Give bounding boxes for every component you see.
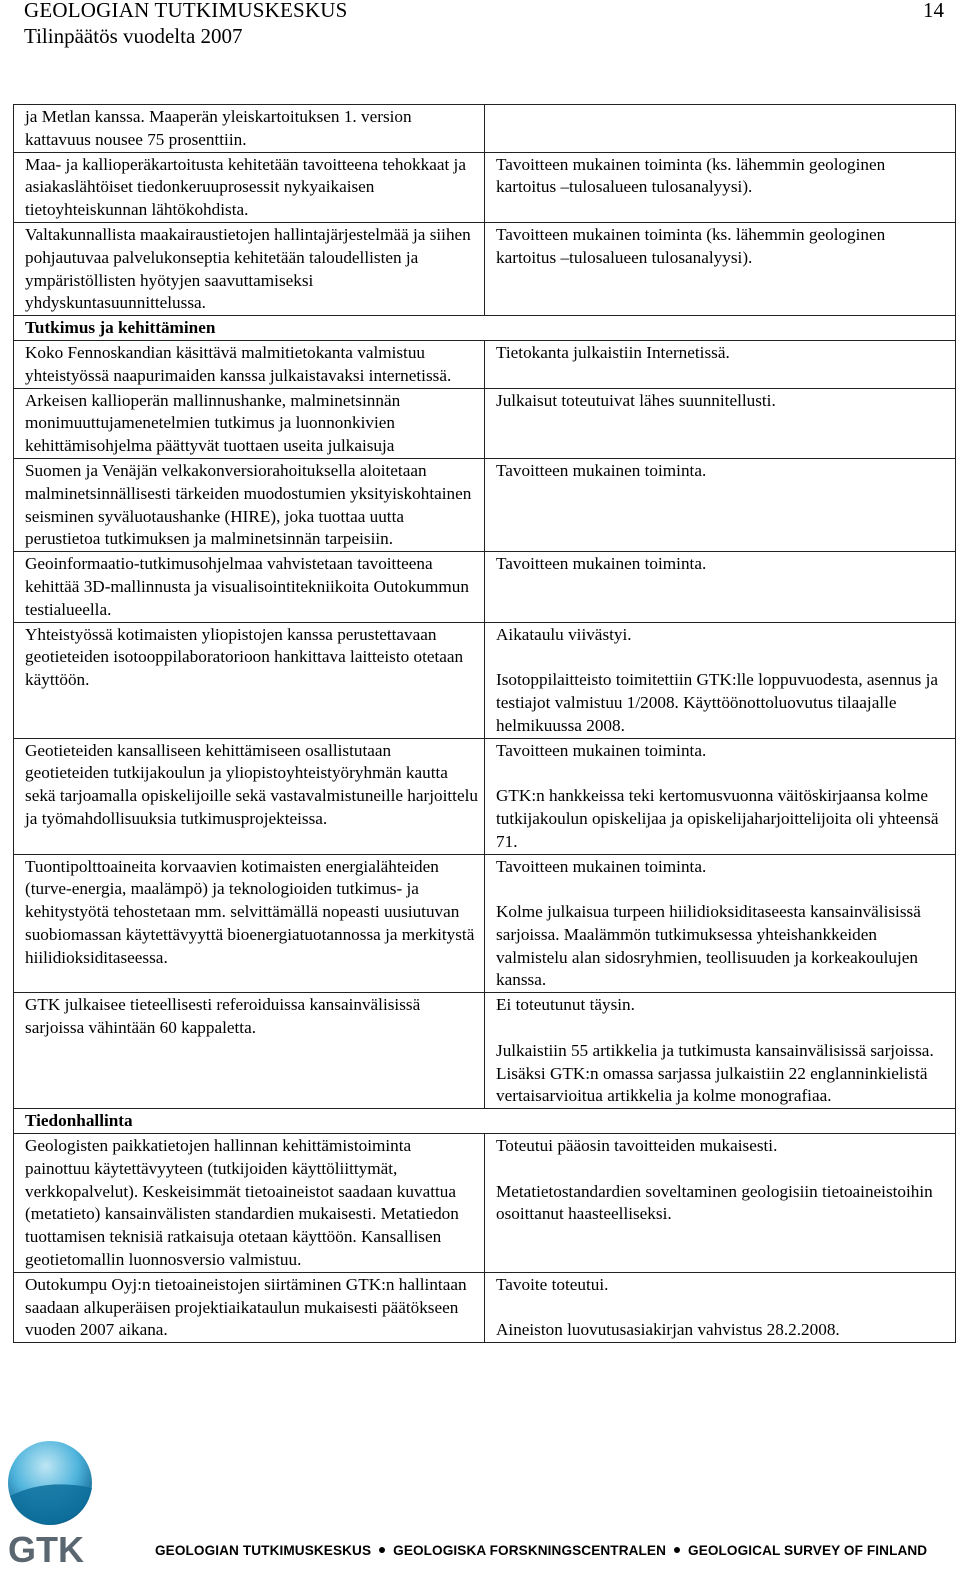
goal-cell — [14, 1272, 485, 1342]
gtk-globe-icon — [6, 1438, 98, 1568]
result-cell — [485, 388, 956, 458]
table-row — [14, 222, 956, 315]
separator-dot — [379, 1547, 385, 1553]
result-cell — [485, 1134, 956, 1273]
result-cell — [485, 222, 956, 315]
result-text: Tavoitteen mukainen toiminta (ks. lähemmin geologinen kartoitus –tulosalueen tulosanalyysi). — [496, 224, 886, 267]
result-text: Aikataulu viivästyi. — [496, 624, 632, 644]
goal-text: Suomen ja Venäjän velkakonversiorahoituksella aloitetaan malminetsinnällisesti tärkeiden muodostumien yksityiskohtainen seisminen syväluotaushanke (HIRE), joka tuottaa uutta perustietoa tutkimuksen ja malminetsinnän tarpeisiin. — [25, 460, 472, 549]
result-cell — [485, 622, 956, 738]
goal-cell — [14, 340, 485, 388]
goal-cell — [14, 152, 485, 222]
goal-cell — [14, 738, 485, 854]
goal-text: GTK julkaisee tieteellisesti referoiduissa kansainvälisissä sarjoissa vähintään 60 kappaletta. — [25, 995, 421, 1038]
separator-dot — [674, 1547, 680, 1553]
result-text: Tavoitteen mukainen toiminta. — [496, 856, 707, 876]
table-row — [14, 152, 956, 222]
section-heading: Tiedonhallinta — [14, 1109, 956, 1134]
header-organization: GEOLOGIAN TUTKIMUSKESKUS — [24, 0, 348, 22]
result-text: Tavoitteen mukainen toiminta (ks. lähemmin geologinen kartoitus –tulosalueen tulosanalyysi). — [496, 154, 886, 197]
result-text: Tavoitteen mukainen toiminta. — [496, 460, 707, 480]
result-text: Tavoite toteutui. — [496, 1274, 609, 1294]
result-text: Julkaistiin 55 artikkelia ja tutkimusta kansainvälisissä sarjoissa. Lisäksi GTK:n omassa sarjassa julkaistiin 22 englanninkielistä vertaisarvioitua artikkelia ja kolme monografiaa. — [496, 1040, 934, 1106]
footer-name-sv: GEOLOGISKA FORSKNINGSCENTRALEN — [393, 1543, 667, 1558]
section-heading: Tutkimus ja kehittäminen — [14, 316, 956, 341]
goal-text: Geotieteiden kansalliseen kehittämiseen osallistutaan geotieteiden tutkijakoulun ja yliopistoyhteistyöryhmän kautta sekä tarjoamalla opiskelijoille sekä vastavalmistuneille harjoittelu ja työmahdollisuuksia tutkimusprojekteissa. — [25, 740, 478, 828]
result-cell — [485, 993, 956, 1109]
result-text: Aineiston luovutusasiakirjan vahvistus 28.2.2008. — [496, 1320, 840, 1340]
footer-organizations — [155, 1543, 927, 1558]
goal-cell — [14, 388, 485, 458]
goal-text: Maa- ja kallioperäkartoitusta kehitetään tavoitteena tehokkaat ja asiakaslähtöiset tiedonkeruuprosessit nykyaikaisen tietoyhteiskunnan lähtökohdista. — [25, 154, 466, 220]
goal-text: Arkeisen kallioperän mallinnushanke, malminetsinnän monimuuttujamenetelmien tutkimus ja luonnonkivien kehittämisohjelma päättyvät tuottaen useita julkaisuja — [25, 390, 401, 456]
table-row — [14, 622, 956, 738]
footer-name-en: GEOLOGICAL SURVEY OF FINLAND — [688, 1543, 928, 1558]
result-cell — [485, 1272, 956, 1342]
result-text: Tavoitteen mukainen toiminta. — [496, 554, 707, 574]
section-row — [14, 316, 956, 341]
result-cell — [485, 340, 956, 388]
table-row — [14, 388, 956, 458]
goal-cell — [14, 105, 485, 153]
goal-text: Outokumpu Oyj:n tietoaineistojen siirtäminen GTK:n hallintaan saadaan alkuperäisen projektiaikataulun mukaisesti päätökseen vuoden 2007 aikana. — [25, 1274, 467, 1340]
table-row — [14, 1134, 956, 1273]
goal-text: Yhteistyössä kotimaisten yliopistojen kanssa perustettavaan geotieteiden isotooppilaboratorioon hankittava laitteisto otetaan käyttöön. — [25, 624, 464, 690]
result-text: Metatietostandardien soveltaminen geologisiin tietoaineistoihin osoittanut haasteelliseksi. — [496, 1181, 933, 1224]
goal-cell — [14, 854, 485, 993]
result-cell — [485, 854, 956, 993]
goal-text: Geologisten paikkatietojen hallinnan kehittämistoiminta painottuu käytettävyyteen (tutkijoiden käyttöliittymät, verkkopalvelut). Keskeisimmät tietoaineistot saadaan kuvattua (metatieto) kansainvälisten standardien mukaisesti. Metatiedon tuottamisen teknisiä ratkaisuja otetaan käyttöön. Kansallisen geotietomallin luonnosversio valmistuu. — [25, 1136, 459, 1270]
page-number: 14 — [923, 0, 944, 22]
goal-cell — [14, 1134, 485, 1273]
gtk-logo — [6, 1438, 98, 1568]
table-row — [14, 738, 956, 854]
section-row — [14, 1109, 956, 1134]
footer-name-fi: GEOLOGIAN TUTKIMUSKESKUS — [155, 1543, 372, 1558]
goals-results-table — [13, 104, 956, 1343]
result-cell — [485, 552, 956, 622]
goal-text: Valtakunnallista maakairaustietojen hallintajärjestelmää ja siihen pohjautuvaa palvelukonseptia kehitetään taloudellisten ja ympäristöllisten hyötyjen saavuttamiseksi yhdyskuntasuunnittelussa. — [25, 224, 471, 313]
table-row — [14, 993, 956, 1109]
header-subtitle: Tilinpäätös vuodelta 2007 — [24, 24, 243, 48]
result-text: Tietokanta julkaistiin Internetissä. — [496, 342, 730, 362]
table-row — [14, 854, 956, 993]
goal-text: ja Metlan kanssa. Maaperän yleiskartoituksen 1. version kattavuus nousee 75 prosenttiin. — [25, 107, 412, 149]
table-row — [14, 340, 956, 388]
goal-cell — [14, 222, 485, 315]
result-text: Kolme julkaisua turpeen hiilidioksiditaseesta kansainvälisissä sarjoissa. Maalämmön tutkimuksessa yhteishankkeiden valmistelu alan sidosryhmien, teollisuuden ja korkeakoulujen kanssa. — [496, 902, 921, 990]
result-cell — [485, 738, 956, 854]
result-cell — [485, 458, 956, 551]
result-text: Isotoppilaitteisto toimitettiin GTK:lle loppuvuodesta, asennus ja testiajot valmistuu 1/2008. Käyttöönottoluovutus tilaajalle helmikuussa 2008. — [496, 670, 939, 735]
goal-cell — [14, 458, 485, 551]
result-text: Julkaisut toteutuivat lähes suunnitellusti. — [496, 390, 776, 410]
result-text: Tavoitteen mukainen toiminta. — [496, 740, 707, 760]
result-cell — [485, 152, 956, 222]
result-text: GTK:n hankkeissa teki kertomusvuonna väitöskirjaansa kolme tutkijakoulun opiskelijaa ja opiskelijaharjoittelijoita oli yhteensä 71. — [496, 786, 939, 851]
goal-text: Geoinformaatio-tutkimusohjelmaa vahvistetaan tavoitteena kehittää 3D-mallinnusta ja visualisointitekniikoita Outokummun testialueella. — [25, 554, 469, 619]
goal-cell — [14, 993, 485, 1109]
table-row — [14, 458, 956, 551]
result-text: Ei toteutunut täysin. — [496, 995, 635, 1015]
goal-text: Koko Fennoskandian käsittävä malmitietokanta valmistuu yhteistyössä naapurimaiden kanssa julkaistavaksi internetissä. — [25, 342, 452, 385]
gtk-logo-text: GTK — [8, 1529, 84, 1568]
goal-text: Tuontipolttoaineita korvaavien kotimaisten energialähteiden (turve-energia, maalämpö) ja teknologioiden tutkimus- ja kehitystyötä tehostetaan mm. selvittämällä nopeasti uusiutuvan suobiomassan käytettävyyttä bioenergiatuotannossa ja merkitystä hiilidioksiditaseessa. — [25, 856, 475, 967]
table-row — [14, 552, 956, 622]
table-row — [14, 105, 956, 153]
result-cell — [485, 105, 956, 153]
goal-cell — [14, 552, 485, 622]
result-text: Toteutui pääosin tavoitteiden mukaisesti. — [496, 1136, 778, 1156]
goal-cell — [14, 622, 485, 738]
table-row — [14, 1272, 956, 1342]
